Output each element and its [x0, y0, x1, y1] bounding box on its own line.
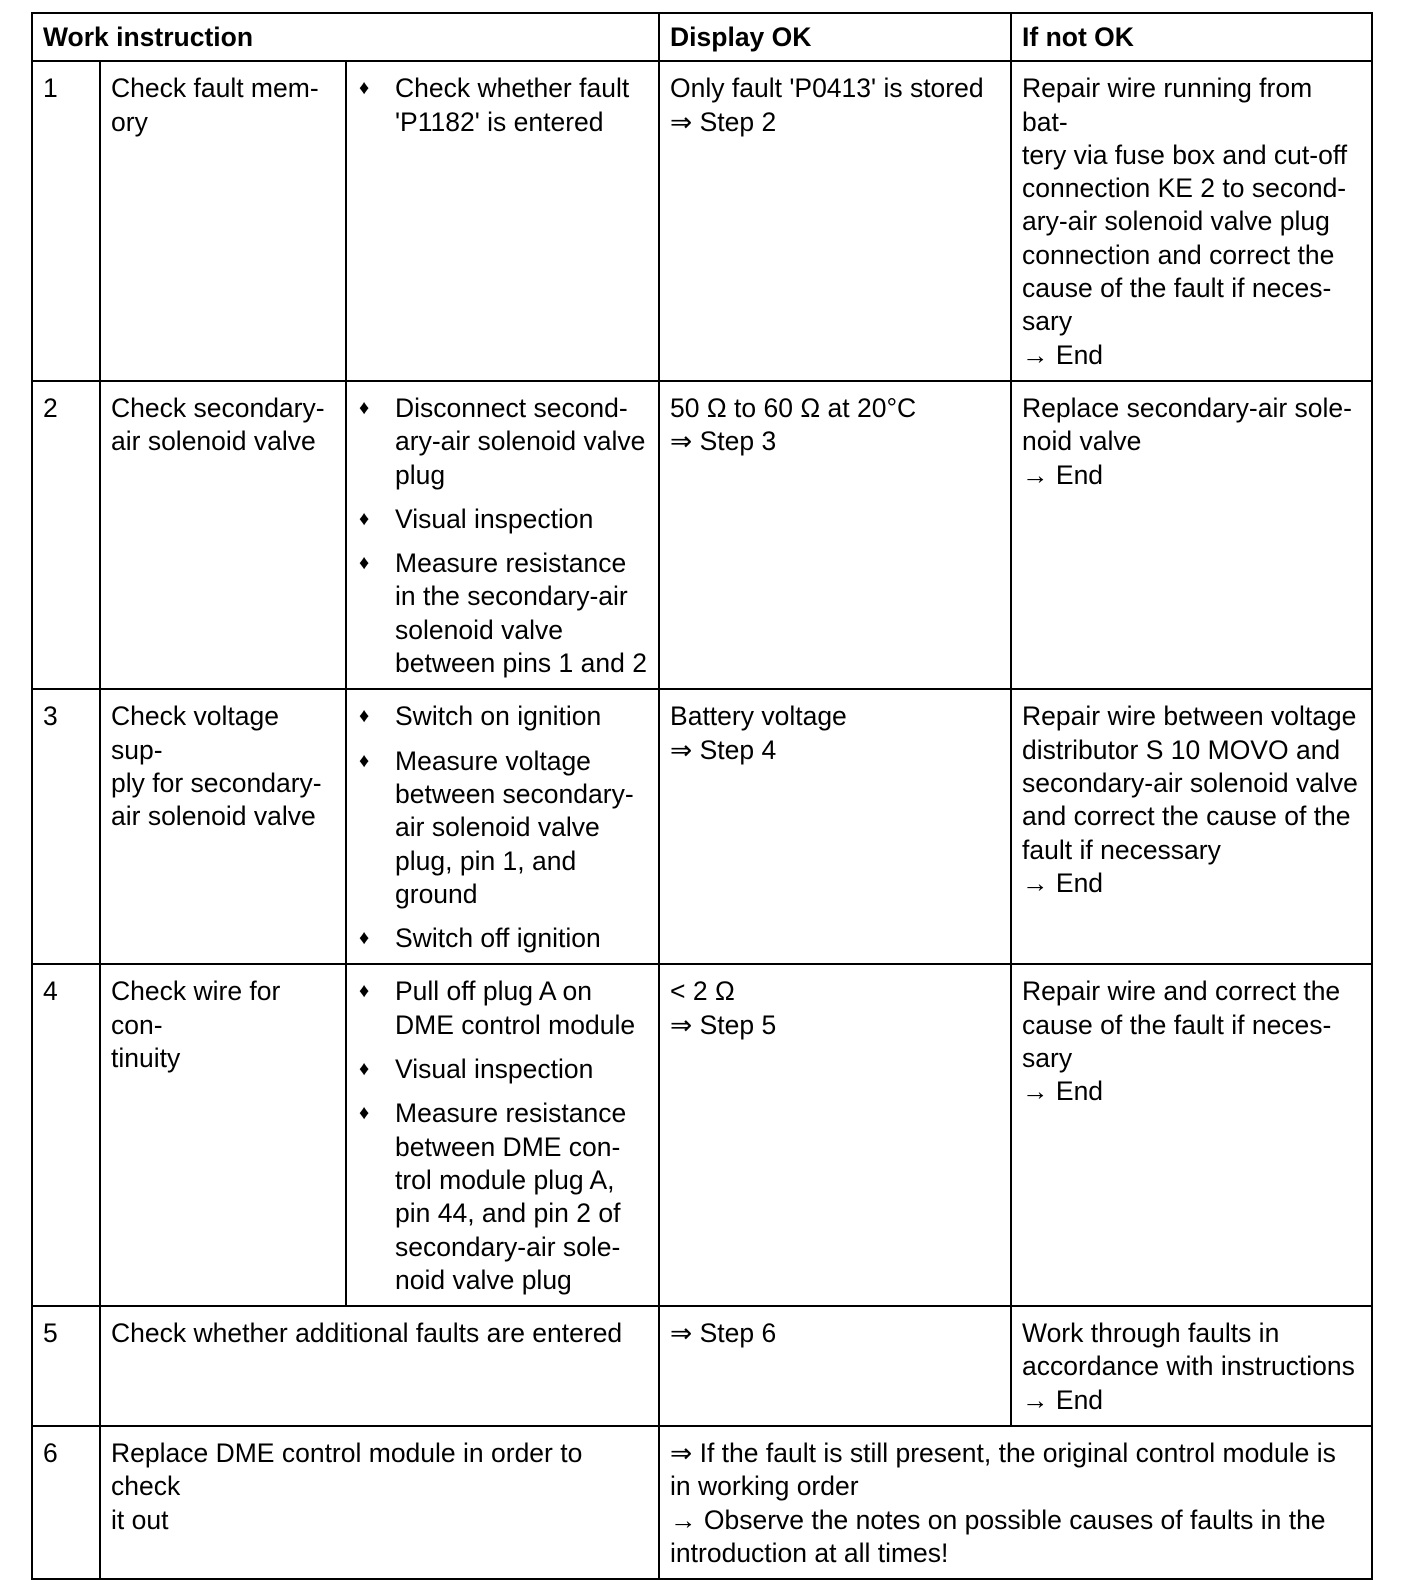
step-line: Switch off ignition — [395, 923, 601, 954]
if-not-ok-line: Repair wire between voltage — [1022, 701, 1357, 732]
if-not-ok-line: and correct the cause of the — [1022, 801, 1351, 832]
work-instruction-table — [31, 12, 1373, 1580]
row-display-ok — [659, 1306, 1011, 1426]
row-steps — [346, 61, 659, 381]
step-line: pin 44, and pin 2 of — [395, 1198, 621, 1229]
if-not-ok-line: → End — [1022, 867, 1104, 898]
step-line: air solenoid valve — [395, 812, 600, 843]
step-item — [357, 745, 650, 911]
result-line: introduction at all times! — [670, 1537, 949, 1568]
step-line: Pull off plug A on — [395, 976, 592, 1007]
step-line: Visual inspection — [395, 1054, 594, 1085]
step-item — [357, 392, 650, 492]
diamond-bullet-icon: ♦ — [359, 552, 370, 575]
display-ok-line: ⇒ Step 4 — [670, 734, 777, 765]
step-item — [357, 922, 650, 955]
step-line: in the secondary-air — [395, 581, 628, 612]
steps-list — [357, 392, 650, 680]
table-body — [32, 61, 1372, 1579]
steps-list — [357, 975, 650, 1297]
row-steps — [346, 964, 659, 1306]
task-line: air solenoid valve — [111, 426, 316, 457]
step-line: secondary-air sole- — [395, 1231, 621, 1262]
row-result — [659, 1426, 1372, 1579]
step-line: DME control module — [395, 1009, 636, 1040]
if-not-ok-line: → End — [1022, 459, 1104, 490]
table-row-6 — [32, 1426, 1372, 1579]
row-instruction: Check whether additional faults are entered — [100, 1306, 659, 1426]
if-not-ok-line: sary — [1022, 1043, 1073, 1074]
step-line: Measure resistance — [395, 548, 627, 579]
row-if-not-ok — [1011, 381, 1372, 689]
display-ok-line: ⇒ Step 6 — [670, 1318, 777, 1349]
display-ok-line: Battery voltage — [670, 701, 847, 732]
if-not-ok-line: secondary-air solenoid valve — [1022, 767, 1358, 798]
diamond-bullet-icon: ♦ — [359, 749, 370, 772]
step-line: between pins 1 and 2 — [395, 648, 647, 679]
step-line: ground — [395, 878, 478, 909]
header-if-not-ok: If not OK — [1011, 13, 1372, 61]
if-not-ok-line: cause of the fault if neces- — [1022, 1009, 1332, 1040]
steps-list — [357, 72, 650, 139]
step-item — [357, 1053, 650, 1086]
if-not-ok-line: Repair wire and correct the — [1022, 976, 1341, 1007]
step-line: ary-air solenoid valve — [395, 426, 646, 457]
row-steps — [346, 381, 659, 689]
table-row-5 — [32, 1306, 1372, 1426]
if-not-ok-line: Work through faults in — [1022, 1318, 1280, 1349]
row-task — [100, 689, 346, 964]
steps-list — [357, 700, 650, 955]
if-not-ok-line: sary — [1022, 306, 1073, 337]
if-not-ok-line: connection and correct the — [1022, 239, 1335, 270]
task-line: Check voltage sup- — [111, 701, 279, 765]
display-ok-line: ⇒ Step 3 — [670, 426, 777, 457]
row-display-ok — [659, 964, 1011, 1306]
diamond-bullet-icon: ♦ — [359, 396, 370, 419]
display-ok-line: Only fault 'P0413' is stored — [670, 73, 984, 104]
step-line: 'P1182' is entered — [395, 106, 604, 137]
step-line: Visual inspection — [395, 503, 594, 534]
step-item — [357, 1097, 650, 1297]
task-line: ply for secondary- — [111, 767, 322, 798]
instruction-line: it out — [111, 1504, 169, 1535]
row-if-not-ok — [1011, 689, 1372, 964]
task-line: air solenoid valve — [111, 801, 316, 832]
step-line: solenoid valve — [395, 614, 563, 645]
display-ok-line: ⇒ Step 5 — [670, 1009, 777, 1040]
table-row-2 — [32, 381, 1372, 689]
result-line: in working order — [670, 1471, 859, 1502]
task-line: Check fault mem- — [111, 73, 319, 104]
step-line: Disconnect second- — [395, 392, 628, 423]
instruction-line: Replace DME control module in order to check — [111, 1437, 583, 1502]
if-not-ok-line: → End — [1022, 1076, 1104, 1107]
step-line: Measure resistance — [395, 1098, 627, 1129]
step-item — [357, 72, 650, 139]
row-task — [100, 61, 346, 381]
diamond-bullet-icon: ♦ — [359, 1058, 370, 1081]
row-display-ok — [659, 689, 1011, 964]
header-display-ok: Display OK — [659, 13, 1011, 61]
if-not-ok-line: ary-air solenoid valve plug — [1022, 206, 1330, 237]
if-not-ok-line: noid valve — [1022, 426, 1142, 457]
row-number: 6 — [32, 1426, 100, 1579]
header-row — [32, 13, 1372, 61]
diamond-bullet-icon: ♦ — [359, 507, 370, 530]
step-line: between DME con- — [395, 1131, 621, 1162]
step-line: between secondary- — [395, 778, 634, 809]
if-not-ok-line: connection KE 2 to second- — [1022, 173, 1347, 204]
diamond-bullet-icon: ♦ — [359, 77, 370, 100]
if-not-ok-line: Replace secondary-air sole- — [1022, 392, 1352, 423]
row-number: 4 — [32, 964, 100, 1306]
row-number: 1 — [32, 61, 100, 381]
task-line: ory — [111, 106, 148, 137]
header-work-instruction: Work instruction — [32, 13, 659, 61]
step-line: noid valve plug — [395, 1264, 572, 1295]
row-display-ok — [659, 381, 1011, 689]
if-not-ok-line: → End — [1022, 1384, 1104, 1415]
task-line: Check wire for con- — [111, 976, 281, 1040]
row-steps — [346, 689, 659, 964]
row-if-not-ok — [1011, 61, 1372, 381]
result-line: → Observe the notes on possible causes of faults in the — [670, 1504, 1326, 1535]
row-number: 5 — [32, 1306, 100, 1426]
result-line: ⇒ If the fault is still present, the original control module is — [670, 1437, 1336, 1468]
step-line: plug, pin 1, and — [395, 845, 577, 876]
task-line: Check secondary- — [111, 392, 325, 423]
table-row-1 — [32, 61, 1372, 381]
display-ok-line: < 2 Ω — [670, 976, 735, 1007]
if-not-ok-line: cause of the fault if neces- — [1022, 273, 1332, 304]
display-ok-line: 50 Ω to 60 Ω at 20°C — [670, 392, 917, 423]
if-not-ok-line: accordance with instructions — [1022, 1351, 1355, 1382]
row-if-not-ok — [1011, 964, 1372, 1306]
diamond-bullet-icon: ♦ — [359, 927, 370, 950]
row-number: 3 — [32, 689, 100, 964]
row-number: 2 — [32, 381, 100, 689]
table-row-3 — [32, 689, 1372, 964]
row-instruction — [100, 1426, 659, 1579]
row-if-not-ok — [1011, 1306, 1372, 1426]
if-not-ok-line: fault if necessary — [1022, 834, 1221, 865]
step-line: Switch on ignition — [395, 701, 602, 732]
if-not-ok-line: Repair wire running from bat- — [1022, 73, 1313, 137]
step-line: plug — [395, 459, 446, 490]
display-ok-line: ⇒ Step 2 — [670, 106, 777, 137]
task-line: tinuity — [111, 1043, 181, 1074]
step-item — [357, 975, 650, 1042]
row-task — [100, 964, 346, 1306]
step-item — [357, 503, 650, 536]
step-item — [357, 700, 650, 733]
if-not-ok-line: tery via fuse box and cut-off — [1022, 139, 1348, 170]
diamond-bullet-icon: ♦ — [359, 705, 370, 728]
table-row-4 — [32, 964, 1372, 1306]
diamond-bullet-icon: ♦ — [359, 1102, 370, 1125]
step-line: trol module plug A, — [395, 1164, 615, 1195]
row-task — [100, 381, 346, 689]
if-not-ok-line: distributor S 10 MOVO and — [1022, 734, 1341, 765]
step-line: Measure voltage — [395, 745, 591, 776]
if-not-ok-line: → End — [1022, 339, 1104, 370]
step-line: Check whether fault — [395, 73, 630, 104]
row-display-ok — [659, 61, 1011, 381]
step-item — [357, 547, 650, 680]
diamond-bullet-icon: ♦ — [359, 980, 370, 1003]
